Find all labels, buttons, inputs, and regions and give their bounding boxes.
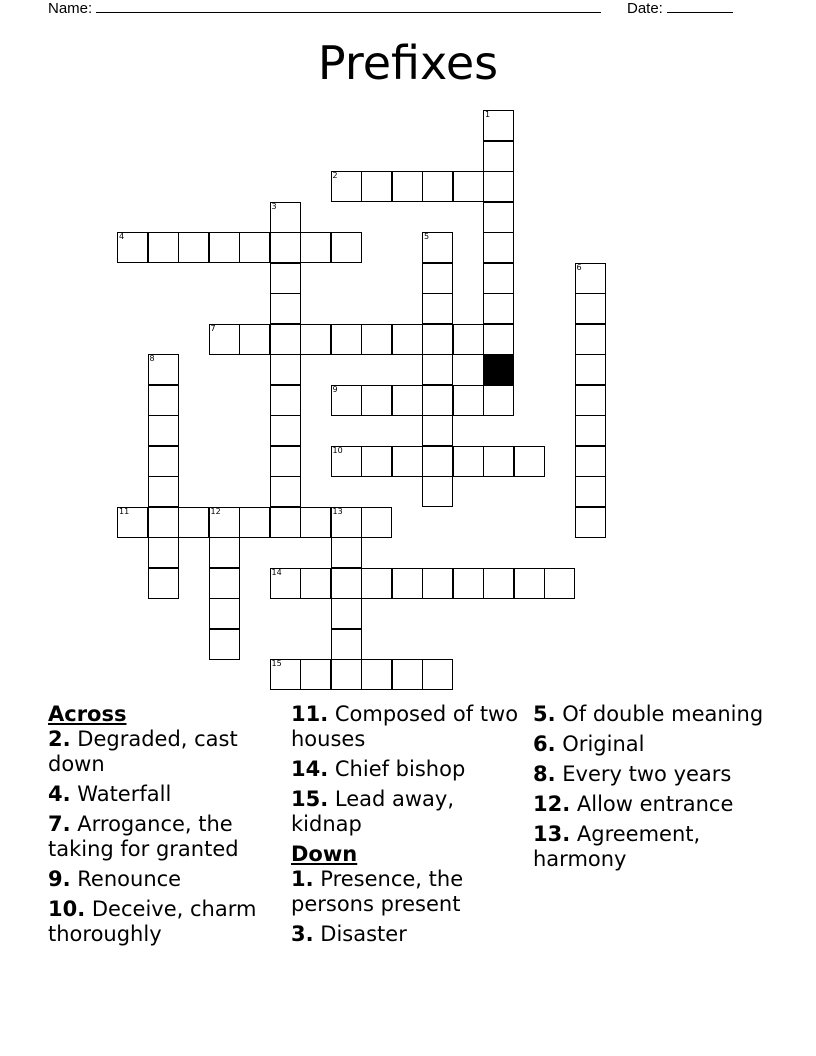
clue-number: 14 bbox=[271, 567, 282, 577]
clue-across-2: 2. Degraded, cast down bbox=[48, 727, 238, 776]
grid-cell[interactable] bbox=[178, 507, 209, 538]
clue-down-1: 1. Presence, the persons present bbox=[291, 867, 464, 916]
clue-number: 12 bbox=[210, 506, 221, 516]
grid-cell[interactable] bbox=[148, 354, 179, 385]
grid-cell[interactable] bbox=[422, 415, 453, 446]
clue-number: 10 bbox=[332, 445, 343, 455]
clue-number: 13 bbox=[332, 506, 343, 516]
clue-down-12: 12. Allow entrance bbox=[533, 792, 734, 816]
grid-cell[interactable] bbox=[331, 507, 362, 538]
page-title: Prefixes bbox=[317, 36, 499, 90]
clue-number: 11 bbox=[119, 506, 130, 516]
grid-cell[interactable] bbox=[483, 202, 514, 233]
clue-down-5: 5. Of double meaning bbox=[533, 702, 764, 726]
clue-number: 15 bbox=[271, 659, 282, 668]
clue-across-9: 9. Renounce bbox=[48, 867, 182, 891]
grid-cell[interactable] bbox=[392, 171, 423, 202]
grid-cell[interactable] bbox=[270, 354, 301, 385]
grid-cell[interactable] bbox=[575, 293, 606, 324]
grid-cell[interactable] bbox=[483, 232, 514, 263]
clue-across-10: 10. Deceive, charm thoroughly bbox=[48, 897, 257, 946]
grid-cell[interactable] bbox=[483, 171, 514, 202]
grid-cell[interactable] bbox=[483, 110, 514, 141]
grid-cell[interactable] bbox=[422, 446, 453, 477]
grid-cell[interactable] bbox=[148, 415, 179, 446]
grid-cell[interactable] bbox=[270, 232, 301, 263]
clue-down-3: 3. Disaster bbox=[291, 922, 407, 946]
grid-cell[interactable] bbox=[453, 568, 484, 599]
grid-cell[interactable] bbox=[453, 385, 484, 416]
grid-cell[interactable] bbox=[483, 263, 514, 294]
grid-cell[interactable] bbox=[392, 568, 423, 599]
grid-cell[interactable] bbox=[422, 171, 453, 202]
grid-cell[interactable] bbox=[575, 507, 606, 538]
grid-cell[interactable] bbox=[392, 385, 423, 416]
grid-cell[interactable] bbox=[575, 385, 606, 416]
grid-cell[interactable] bbox=[422, 476, 453, 507]
grid-cell[interactable] bbox=[392, 324, 423, 355]
grid-cell[interactable] bbox=[239, 232, 270, 263]
grid-cell[interactable] bbox=[575, 476, 606, 507]
grid-cell[interactable] bbox=[361, 385, 392, 416]
grid-cell[interactable] bbox=[361, 446, 392, 477]
grid-cell[interactable] bbox=[422, 324, 453, 355]
grid-cell[interactable] bbox=[178, 232, 209, 263]
clue-across-14: 14. Chief bishop bbox=[291, 757, 466, 781]
grid-cell[interactable] bbox=[148, 476, 179, 507]
grid-cell[interactable] bbox=[422, 354, 453, 385]
grid-cell[interactable] bbox=[148, 385, 179, 416]
grid-cell[interactable] bbox=[117, 507, 148, 538]
grid-cell[interactable] bbox=[300, 568, 331, 599]
clue-number: 9 bbox=[332, 384, 338, 394]
grid-cell[interactable] bbox=[575, 324, 606, 355]
grid-cell[interactable] bbox=[148, 537, 179, 568]
clues-column-3 bbox=[533, 702, 773, 877]
grid-cell[interactable] bbox=[331, 385, 362, 416]
grid-cell[interactable] bbox=[483, 324, 514, 355]
clue-down-13: 13. Agreement, harmony bbox=[533, 822, 701, 871]
grid-cell[interactable] bbox=[209, 598, 240, 629]
black-cell bbox=[483, 354, 514, 385]
down-heading: Down bbox=[291, 842, 358, 866]
grid-cell[interactable] bbox=[361, 507, 392, 538]
grid-cell[interactable] bbox=[270, 659, 301, 690]
clue-number: 7 bbox=[210, 323, 216, 333]
grid-cell[interactable] bbox=[209, 537, 240, 568]
clues-column-1 bbox=[48, 702, 288, 952]
grid-cell[interactable] bbox=[239, 324, 270, 355]
grid-cell[interactable] bbox=[361, 171, 392, 202]
grid-cell[interactable] bbox=[331, 598, 362, 629]
date-label: Date: bbox=[627, 0, 663, 17]
grid-cell[interactable] bbox=[422, 263, 453, 294]
clue-across-11: 11. Composed of two houses bbox=[291, 702, 519, 751]
grid-cell[interactable] bbox=[148, 507, 179, 538]
grid-cell[interactable] bbox=[331, 171, 362, 202]
grid-cell[interactable] bbox=[331, 537, 362, 568]
grid-cell[interactable] bbox=[209, 232, 240, 263]
grid-cell[interactable] bbox=[300, 232, 331, 263]
grid-cell[interactable] bbox=[575, 446, 606, 477]
clue-across-4: 4. Waterfall bbox=[48, 782, 172, 806]
grid-cell[interactable] bbox=[270, 507, 301, 538]
grid-cell[interactable] bbox=[331, 446, 362, 477]
clue-across-15: 15. Lead away, kidnap bbox=[291, 787, 455, 836]
grid-cell[interactable] bbox=[270, 263, 301, 294]
grid-cell[interactable] bbox=[392, 446, 423, 477]
grid-cell[interactable] bbox=[148, 446, 179, 477]
grid-cell[interactable] bbox=[422, 659, 453, 690]
grid-cell[interactable] bbox=[331, 629, 362, 660]
grid-cell[interactable] bbox=[361, 659, 392, 690]
grid-cell[interactable] bbox=[483, 446, 514, 477]
grid-cell[interactable] bbox=[453, 446, 484, 477]
grid-cell[interactable] bbox=[270, 415, 301, 446]
grid-cell[interactable] bbox=[300, 324, 331, 355]
grid-cell[interactable] bbox=[209, 324, 240, 355]
grid-cell[interactable] bbox=[361, 324, 392, 355]
grid-cell[interactable] bbox=[270, 476, 301, 507]
clue-across-7: 7. Arrogance, the taking for granted bbox=[48, 812, 239, 861]
clue-down-8: 8. Every two years bbox=[533, 762, 732, 786]
grid-cell[interactable] bbox=[483, 568, 514, 599]
across-heading: Across bbox=[48, 702, 127, 726]
grid-cell[interactable] bbox=[575, 263, 606, 294]
grid-cell[interactable] bbox=[422, 385, 453, 416]
grid-cell[interactable] bbox=[148, 232, 179, 263]
clue-number: 5 bbox=[424, 232, 430, 241]
grid-cell[interactable] bbox=[514, 568, 545, 599]
clue-number: 2 bbox=[332, 171, 338, 180]
grid-cell[interactable] bbox=[270, 324, 301, 355]
grid-cell[interactable] bbox=[544, 568, 575, 599]
grid-cell[interactable] bbox=[453, 171, 484, 202]
grid-cell[interactable] bbox=[148, 568, 179, 599]
clue-number: 3 bbox=[271, 201, 277, 211]
grid-cell[interactable] bbox=[300, 507, 331, 538]
grid-cell[interactable] bbox=[514, 446, 545, 477]
clues-column-2 bbox=[291, 702, 531, 952]
grid-cell[interactable] bbox=[117, 232, 148, 263]
grid-cell[interactable] bbox=[270, 293, 301, 324]
grid-cell[interactable] bbox=[209, 568, 240, 599]
grid-cell[interactable] bbox=[331, 659, 362, 690]
grid-cell[interactable] bbox=[331, 232, 362, 263]
clue-down-6: 6. Original bbox=[533, 732, 645, 756]
grid-cell[interactable] bbox=[270, 446, 301, 477]
grid-cell[interactable] bbox=[361, 568, 392, 599]
grid-cell[interactable] bbox=[270, 568, 301, 599]
grid-cell[interactable] bbox=[392, 659, 423, 690]
grid-cell[interactable] bbox=[483, 385, 514, 416]
grid-cell[interactable] bbox=[209, 629, 240, 660]
grid-cell[interactable] bbox=[422, 232, 453, 263]
grid-cell[interactable] bbox=[270, 385, 301, 416]
grid-cell[interactable] bbox=[575, 415, 606, 446]
grid-cell[interactable] bbox=[331, 324, 362, 355]
grid-cell[interactable] bbox=[270, 202, 301, 233]
grid-cell[interactable] bbox=[331, 568, 362, 599]
grid-cell[interactable] bbox=[422, 568, 453, 599]
grid-cell[interactable] bbox=[483, 293, 514, 324]
clue-number: 6 bbox=[576, 262, 582, 272]
grid-cell[interactable] bbox=[575, 354, 606, 385]
grid-cell[interactable] bbox=[239, 507, 270, 538]
clue-number: 4 bbox=[119, 232, 125, 241]
grid-cell[interactable] bbox=[209, 507, 240, 538]
name-label: Name: bbox=[48, 0, 93, 17]
grid-cell[interactable] bbox=[422, 293, 453, 324]
clue-number: 1 bbox=[485, 110, 491, 119]
grid-cell[interactable] bbox=[300, 659, 331, 690]
clue-number: 8 bbox=[149, 354, 155, 363]
grid-cell[interactable] bbox=[453, 324, 484, 355]
grid-cell[interactable] bbox=[483, 141, 514, 172]
